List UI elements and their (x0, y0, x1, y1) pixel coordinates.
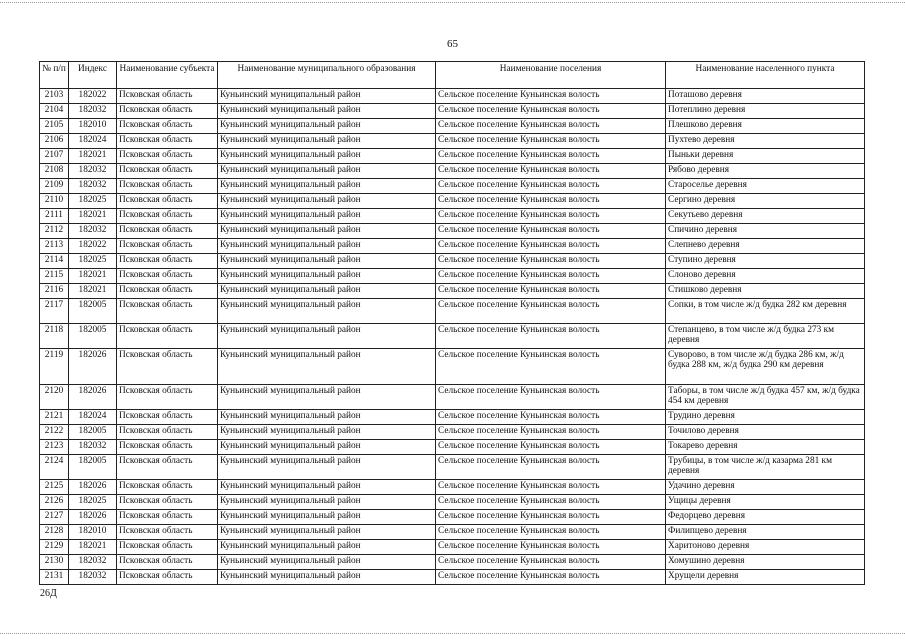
cell-index: 182005 (69, 324, 117, 349)
cell-settlement: Сельское поселение Куньинская волость (436, 324, 666, 349)
cell-subject: Псковская область (117, 540, 218, 555)
cell-locality: Потеплино деревня (666, 104, 865, 119)
cell-locality: Удачино деревня (666, 480, 865, 495)
cell-index: 182026 (69, 385, 117, 410)
cell-settlement: Сельское поселение Куньинская волость (436, 349, 666, 385)
cell-locality: Хрущели деревня (666, 570, 865, 585)
cell-subject: Псковская область (117, 194, 218, 209)
cell-index: 182005 (69, 425, 117, 440)
cell-settlement: Сельское поселение Куньинская волость (436, 455, 666, 480)
cell-subject: Псковская область (117, 269, 218, 284)
table-row (40, 179, 865, 194)
table-row (40, 134, 865, 149)
cell-locality: Трубицы, в том числе ж/д казарма 281 км деревня (666, 455, 865, 480)
cell-index: 182005 (69, 455, 117, 480)
cell-municipality: Куньинский муниципальный район (218, 324, 436, 349)
cell-municipality: Куньинский муниципальный район (218, 179, 436, 194)
cell-settlement: Сельское поселение Куньинская волость (436, 179, 666, 194)
table-row (40, 455, 865, 480)
table-row (40, 269, 865, 284)
cell-index: 182022 (69, 89, 117, 104)
cell-subject: Псковская область (117, 425, 218, 440)
cell-index: 182024 (69, 410, 117, 425)
cell-locality: Слепнево деревня (666, 239, 865, 254)
cell-index: 182032 (69, 104, 117, 119)
cell-index: 182032 (69, 440, 117, 455)
header-municipality: Наименование муниципального образования (218, 62, 436, 89)
cell-num: 2109 (40, 179, 69, 194)
footer-code: 26Д (40, 588, 57, 599)
cell-municipality: Куньинский муниципальный район (218, 209, 436, 224)
cell-municipality: Куньинский муниципальный район (218, 164, 436, 179)
cell-settlement: Сельское поселение Куньинская волость (436, 425, 666, 440)
cell-index: 182025 (69, 194, 117, 209)
cell-subject: Псковская область (117, 89, 218, 104)
cell-index: 182026 (69, 480, 117, 495)
table-row (40, 89, 865, 104)
cell-municipality: Куньинский муниципальный район (218, 119, 436, 134)
cell-locality: Хомушино деревня (666, 555, 865, 570)
cell-num: 2114 (40, 254, 69, 269)
cell-num: 2118 (40, 324, 69, 349)
cell-settlement: Сельское поселение Куньинская волость (436, 164, 666, 179)
cell-municipality: Куньинский муниципальный район (218, 525, 436, 540)
cell-municipality: Куньинский муниципальный район (218, 480, 436, 495)
header-num: № п/п (40, 62, 69, 89)
cell-num: 2119 (40, 349, 69, 385)
cell-municipality: Куньинский муниципальный район (218, 410, 436, 425)
table-row (40, 410, 865, 425)
cell-locality: Токарево деревня (666, 440, 865, 455)
table-header-row (40, 62, 865, 89)
cell-subject: Псковская область (117, 179, 218, 194)
cell-index: 182005 (69, 299, 117, 324)
cell-settlement: Сельское поселение Куньинская волость (436, 224, 666, 239)
cell-locality: Федорцево деревня (666, 510, 865, 525)
cell-index: 182022 (69, 239, 117, 254)
cell-subject: Псковская область (117, 570, 218, 585)
cell-subject: Псковская область (117, 224, 218, 239)
cell-index: 182021 (69, 540, 117, 555)
cell-subject: Псковская область (117, 495, 218, 510)
table-row (40, 510, 865, 525)
cell-num: 2110 (40, 194, 69, 209)
cell-num: 2111 (40, 209, 69, 224)
cell-subject: Псковская область (117, 209, 218, 224)
cell-municipality: Куньинский муниципальный район (218, 89, 436, 104)
table-row (40, 540, 865, 555)
cell-num: 2104 (40, 104, 69, 119)
cell-subject: Псковская область (117, 134, 218, 149)
cell-locality: Ступино деревня (666, 254, 865, 269)
cell-index: 182025 (69, 495, 117, 510)
cell-num: 2117 (40, 299, 69, 324)
cell-settlement: Сельское поселение Куньинская волость (436, 119, 666, 134)
cell-num: 2123 (40, 440, 69, 455)
cell-num: 2120 (40, 385, 69, 410)
cell-index: 182021 (69, 284, 117, 299)
table-row (40, 425, 865, 440)
cell-municipality: Куньинский муниципальный район (218, 440, 436, 455)
cell-municipality: Куньинский муниципальный район (218, 134, 436, 149)
cell-num: 2128 (40, 525, 69, 540)
table-row (40, 239, 865, 254)
cell-locality: Трудино деревня (666, 410, 865, 425)
cell-municipality: Куньинский муниципальный район (218, 425, 436, 440)
cell-index: 182010 (69, 119, 117, 134)
cell-municipality: Куньинский муниципальный район (218, 149, 436, 164)
settlements-table (39, 61, 865, 585)
cell-locality: Староселье деревня (666, 179, 865, 194)
cell-settlement: Сельское поселение Куньинская волость (436, 495, 666, 510)
cell-settlement: Сельское поселение Куньинская волость (436, 525, 666, 540)
cell-subject: Псковская область (117, 149, 218, 164)
table-row (40, 385, 865, 410)
cell-subject: Псковская область (117, 104, 218, 119)
cell-municipality: Куньинский муниципальный район (218, 349, 436, 385)
cell-subject: Псковская область (117, 164, 218, 179)
cell-municipality: Куньинский муниципальный район (218, 455, 436, 480)
header-locality: Наименование населенного пункта (666, 62, 865, 89)
cell-subject: Псковская область (117, 385, 218, 410)
cell-locality: Пыньки деревня (666, 149, 865, 164)
table-row (40, 164, 865, 179)
cell-settlement: Сельское поселение Куньинская волость (436, 194, 666, 209)
header-index: Индекс (69, 62, 117, 89)
table-row (40, 209, 865, 224)
table-row (40, 149, 865, 164)
cell-locality: Поташово деревня (666, 89, 865, 104)
cell-subject: Псковская область (117, 440, 218, 455)
cell-index: 182032 (69, 224, 117, 239)
cell-num: 2127 (40, 510, 69, 525)
cell-subject: Псковская область (117, 455, 218, 480)
cell-subject: Псковская область (117, 299, 218, 324)
cell-settlement: Сельское поселение Куньинская волость (436, 440, 666, 455)
cell-index: 182021 (69, 269, 117, 284)
cell-locality: Слоново деревня (666, 269, 865, 284)
cell-num: 2107 (40, 149, 69, 164)
cell-subject: Псковская область (117, 510, 218, 525)
cell-index: 182032 (69, 570, 117, 585)
cell-num: 2106 (40, 134, 69, 149)
cell-locality: Рябово деревня (666, 164, 865, 179)
cell-settlement: Сельское поселение Куньинская волость (436, 104, 666, 119)
cell-locality: Сергино деревня (666, 194, 865, 209)
cell-subject: Псковская область (117, 349, 218, 385)
table-row (40, 254, 865, 269)
table-row (40, 119, 865, 134)
cell-settlement: Сельское поселение Куньинская волость (436, 410, 666, 425)
table-body (40, 89, 865, 585)
cell-subject: Псковская область (117, 555, 218, 570)
cell-num: 2116 (40, 284, 69, 299)
cell-municipality: Куньинский муниципальный район (218, 299, 436, 324)
cell-subject: Псковская область (117, 324, 218, 349)
cell-settlement: Сельское поселение Куньинская волость (436, 209, 666, 224)
table-row (40, 440, 865, 455)
cell-settlement: Сельское поселение Куньинская волость (436, 134, 666, 149)
cell-index: 182032 (69, 164, 117, 179)
table-row (40, 525, 865, 540)
cell-index: 182024 (69, 134, 117, 149)
cell-locality: Плешково деревня (666, 119, 865, 134)
scan-edge-top (0, 2, 905, 3)
cell-subject: Псковская область (117, 284, 218, 299)
table-row (40, 104, 865, 119)
cell-num: 2103 (40, 89, 69, 104)
cell-num: 2122 (40, 425, 69, 440)
cell-num: 2108 (40, 164, 69, 179)
cell-num: 2112 (40, 224, 69, 239)
cell-municipality: Куньинский муниципальный район (218, 570, 436, 585)
header-subject: Наименование субъекта (117, 62, 218, 89)
cell-locality: Секутьево деревня (666, 209, 865, 224)
cell-municipality: Куньинский муниципальный район (218, 385, 436, 410)
page-number: 65 (447, 38, 458, 50)
table-row (40, 324, 865, 349)
cell-municipality: Куньинский муниципальный район (218, 269, 436, 284)
cell-num: 2125 (40, 480, 69, 495)
cell-locality: Сопки, в том числе ж/д будка 282 км деревня (666, 299, 865, 324)
cell-num: 2126 (40, 495, 69, 510)
cell-municipality: Куньинский муниципальный район (218, 495, 436, 510)
cell-subject: Псковская область (117, 254, 218, 269)
cell-settlement: Сельское поселение Куньинская волость (436, 385, 666, 410)
cell-settlement: Сельское поселение Куньинская волость (436, 239, 666, 254)
cell-subject: Псковская область (117, 480, 218, 495)
cell-locality: Суворово, в том числе ж/д будка 286 км, ж/д будка 288 км, ж/д будка 290 км деревня (666, 349, 865, 385)
cell-num: 2113 (40, 239, 69, 254)
cell-num: 2115 (40, 269, 69, 284)
cell-index: 182021 (69, 149, 117, 164)
cell-locality: Харитоново деревня (666, 540, 865, 555)
table-row (40, 194, 865, 209)
cell-settlement: Сельское поселение Куньинская волость (436, 540, 666, 555)
cell-num: 2130 (40, 555, 69, 570)
cell-settlement: Сельское поселение Куньинская волость (436, 89, 666, 104)
cell-index: 182032 (69, 179, 117, 194)
table-row (40, 349, 865, 385)
cell-num: 2105 (40, 119, 69, 134)
cell-locality: Точилово деревня (666, 425, 865, 440)
cell-locality: Стишково деревня (666, 284, 865, 299)
cell-locality: Степанцево, в том числе ж/д будка 273 км деревня (666, 324, 865, 349)
header-settlement: Наименование поселения (436, 62, 666, 89)
cell-municipality: Куньинский муниципальный район (218, 104, 436, 119)
cell-settlement: Сельское поселение Куньинская волость (436, 269, 666, 284)
cell-settlement: Сельское поселение Куньинская волость (436, 284, 666, 299)
cell-settlement: Сельское поселение Куньинская волость (436, 149, 666, 164)
cell-num: 2129 (40, 540, 69, 555)
cell-settlement: Сельское поселение Куньинская волость (436, 570, 666, 585)
cell-num: 2131 (40, 570, 69, 585)
cell-settlement: Сельское поселение Куньинская волость (436, 480, 666, 495)
cell-index: 182021 (69, 209, 117, 224)
scan-edge-bottom (0, 633, 905, 634)
cell-subject: Псковская область (117, 525, 218, 540)
table-row (40, 224, 865, 239)
cell-settlement: Сельское поселение Куньинская волость (436, 555, 666, 570)
table-row (40, 299, 865, 324)
cell-index: 182025 (69, 254, 117, 269)
cell-municipality: Куньинский муниципальный район (218, 555, 436, 570)
cell-locality: Ущицы деревня (666, 495, 865, 510)
table-row (40, 480, 865, 495)
table-row (40, 284, 865, 299)
cell-locality: Пухтево деревня (666, 134, 865, 149)
cell-index: 182032 (69, 555, 117, 570)
cell-index: 182010 (69, 525, 117, 540)
cell-municipality: Куньинский муниципальный район (218, 540, 436, 555)
table-row (40, 495, 865, 510)
table-row (40, 570, 865, 585)
table-row (40, 555, 865, 570)
cell-municipality: Куньинский муниципальный район (218, 510, 436, 525)
cell-settlement: Сельское поселение Куньинская волость (436, 254, 666, 269)
cell-index: 182026 (69, 349, 117, 385)
cell-settlement: Сельское поселение Куньинская волость (436, 510, 666, 525)
cell-num: 2124 (40, 455, 69, 480)
cell-locality: Спичино деревня (666, 224, 865, 239)
cell-num: 2121 (40, 410, 69, 425)
cell-subject: Псковская область (117, 239, 218, 254)
cell-index: 182026 (69, 510, 117, 525)
cell-municipality: Куньинский муниципальный район (218, 239, 436, 254)
cell-municipality: Куньинский муниципальный район (218, 224, 436, 239)
cell-subject: Псковская область (117, 119, 218, 134)
cell-settlement: Сельское поселение Куньинская волость (436, 299, 666, 324)
cell-municipality: Куньинский муниципальный район (218, 194, 436, 209)
cell-municipality: Куньинский муниципальный район (218, 254, 436, 269)
cell-locality: Таборы, в том числе ж/д будка 457 км, ж/д будка 454 км деревня (666, 385, 865, 410)
cell-municipality: Куньинский муниципальный район (218, 284, 436, 299)
cell-subject: Псковская область (117, 410, 218, 425)
cell-locality: Филипцево деревня (666, 525, 865, 540)
